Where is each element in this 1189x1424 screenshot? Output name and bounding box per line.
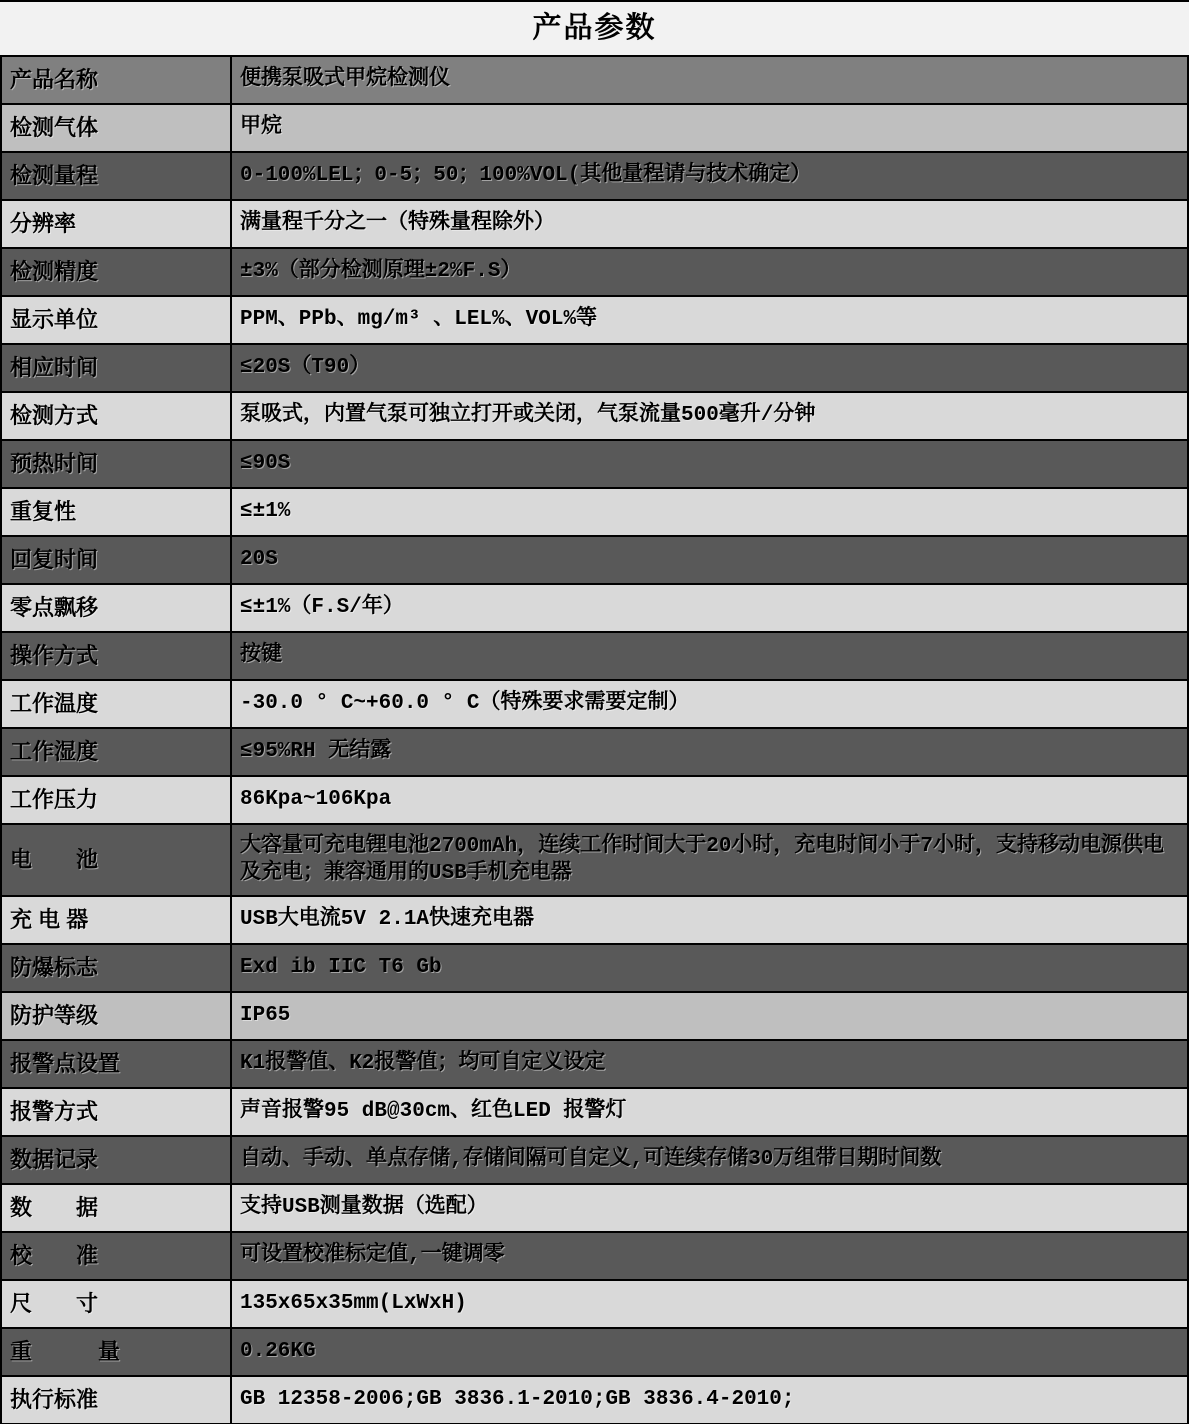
parameter-value-cell: 泵吸式，内置气泵可独立打开或关闭，气泵流量500毫升/分钟 [231,392,1188,440]
parameter-name-cell: 数据记录 [1,1136,231,1184]
parameter-name-cell: 防爆标志 [1,944,231,992]
parameter-name-cell: 工作温度 [1,680,231,728]
parameter-name-cell: 预热时间 [1,440,231,488]
parameter-value-cell: 满量程千分之一（特殊量程除外） [231,200,1188,248]
table-row [1,776,1188,824]
table-row [1,1280,1188,1328]
parameter-name-cell: 电 池 [1,824,231,896]
parameter-value-cell: ≤20S（T90） [231,344,1188,392]
parameter-name-cell: 工作湿度 [1,728,231,776]
parameter-name-cell: 尺 寸 [1,1280,231,1328]
table-row [1,1136,1188,1184]
table-row [1,488,1188,536]
table-row [1,1328,1188,1376]
parameter-value-cell: ≤90S [231,440,1188,488]
parameter-value-cell: 86Kpa~106Kpa [231,776,1188,824]
parameter-value-cell: 自动、手动、单点存储,存储间隔可自定义,可连续存储30万组带日期时间数 [231,1136,1188,1184]
parameter-name-cell: 显示单位 [1,296,231,344]
table-row [1,296,1188,344]
parameter-name-cell: 回复时间 [1,536,231,584]
parameter-value-cell: 声音报警95 dB@30cm、红色LED 报警灯 [231,1088,1188,1136]
parameter-value-cell: USB大电流5V 2.1A快速充电器 [231,896,1188,944]
table-row [1,344,1188,392]
parameter-name-cell: 报警方式 [1,1088,231,1136]
parameter-name-cell: 充 电 器 [1,896,231,944]
parameter-value-cell: 甲烷 [231,104,1188,152]
parameter-value-cell: ≤±1%（F.S/年） [231,584,1188,632]
table-row [1,1040,1188,1088]
parameter-value-cell: K1报警值、K2报警值；均可自定义设定 [231,1040,1188,1088]
table-row [1,1376,1188,1424]
parameter-value-cell: ±3%（部分检测原理±2%F.S） [231,248,1188,296]
table-row [1,392,1188,440]
parameter-name-cell: 检测量程 [1,152,231,200]
parameter-value-cell: -30.0 ° C~+60.0 ° C（特殊要求需要定制） [231,680,1188,728]
parameter-name-cell: 检测气体 [1,104,231,152]
parameter-value-cell: GB 12358-2006;GB 3836.1-2010;GB 3836.4-2010; [231,1376,1188,1424]
table-row [1,152,1188,200]
parameter-value-cell: 0.26KG [231,1328,1188,1376]
table-row [1,56,1188,104]
parameter-name-cell: 执行标准 [1,1376,231,1424]
parameter-value-cell: 可设置校准标定值,一键调零 [231,1232,1188,1280]
parameter-value-cell: PPM、PPb、mg/m³ 、LEL%、VOL%等 [231,296,1188,344]
table-row [1,584,1188,632]
table-row [1,104,1188,152]
parameter-value-cell: IP65 [231,992,1188,1040]
parameter-value-cell: Exd ib IIC T6 Gb [231,944,1188,992]
parameter-value-cell: ≤95%RH 无结露 [231,728,1188,776]
parameter-name-cell: 检测精度 [1,248,231,296]
table-row [1,944,1188,992]
table-row [1,896,1188,944]
parameter-name-cell: 检测方式 [1,392,231,440]
table-row [1,1184,1188,1232]
product-parameters-table [0,55,1189,1424]
parameter-value-cell: 20S [231,536,1188,584]
parameter-name-cell: 相应时间 [1,344,231,392]
parameter-value-cell: ≤±1% [231,488,1188,536]
product-parameters-body [1,56,1188,1424]
table-row [1,200,1188,248]
table-row [1,728,1188,776]
parameter-value-cell: 0-100%LEL；0-5；50；100%VOL(其他量程请与技术确定） [231,152,1188,200]
table-row [1,632,1188,680]
parameter-name-cell: 防护等级 [1,992,231,1040]
table-row [1,1232,1188,1280]
parameter-name-cell: 校 准 [1,1232,231,1280]
parameter-value-cell: 大容量可充电锂电池2700mAh，连续工作时间大于20小时，充电时间小于7小时，支持移动电源供电及充电；兼容通用的USB手机充电器 [231,824,1188,896]
table-row [1,680,1188,728]
parameter-name-cell: 报警点设置 [1,1040,231,1088]
table-row [1,536,1188,584]
table-row [1,440,1188,488]
parameter-name-cell: 重复性 [1,488,231,536]
parameter-name-cell: 重 量 [1,1328,231,1376]
parameter-name-cell: 分辨率 [1,200,231,248]
parameter-name-cell: 操作方式 [1,632,231,680]
page-title: 产品参数 [532,12,657,44]
parameter-name-cell: 数 据 [1,1184,231,1232]
parameter-value-cell: 135x65x35mm(LxWxH) [231,1280,1188,1328]
parameter-value-cell: 支持USB测量数据（选配） [231,1184,1188,1232]
parameter-name-cell: 工作压力 [1,776,231,824]
table-row [1,824,1188,896]
parameter-value-cell: 便携泵吸式甲烷检测仪 [231,56,1188,104]
table-row [1,992,1188,1040]
table-row [1,1088,1188,1136]
parameter-value-cell: 按键 [231,632,1188,680]
parameter-name-cell: 零点飘移 [1,584,231,632]
table-row [1,248,1188,296]
parameter-name-cell: 产品名称 [1,56,231,104]
